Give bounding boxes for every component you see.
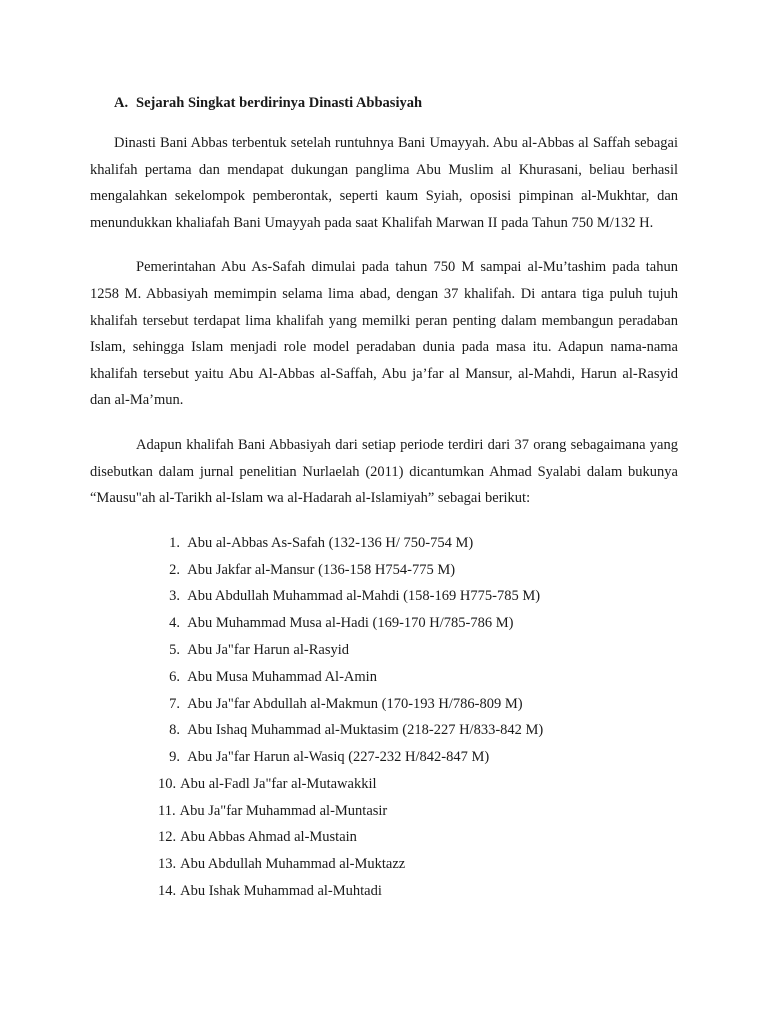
list-number: 1.	[169, 534, 180, 551]
list-number: 3.	[169, 588, 180, 605]
list-item	[158, 691, 678, 718]
paragraph-2: Pemerintahan Abu As-Safah dimulai pada tahun 750 M sampai al-Mu’tashim pada tahun 1258 M. Abbasiyah memimpin selama lima abad, dengan 37 khalifah. Di antara tiga puluh tujuh khalifah tersebut terdapat lima khalifah yang memilki peran penting dalam membangun peradaban Islam, sehingga Islam menjadi role model peradaban dunia pada masa itu. Adapun nama-nama khalifah tersebut yaitu Abu Al-Abbas al-Saffah, Abu ja’far al Mansur, al-Mahdi, Harun al-Rasyid dan al-Ma’mun.	[90, 259, 678, 409]
list-number: 7.	[169, 695, 180, 712]
list-number: 6.	[169, 668, 180, 685]
section-title: Sejarah Singkat berdirinya Dinasti Abbasiyah	[136, 95, 423, 111]
list-number: 2.	[169, 561, 180, 578]
list-text: Abu Abdullah Muhammad al-Muktazz	[180, 856, 406, 873]
list-item	[158, 798, 678, 825]
list-number: 11.	[158, 802, 176, 819]
list-item	[158, 637, 678, 664]
list-item	[158, 824, 678, 851]
list-item	[158, 557, 678, 584]
list-text: Abu al-Fadl Ja"far al-Mutawakkil	[180, 775, 377, 792]
list-text: Abu Ja"far Harun al-Wasiq (227-232 H/842-847 M)	[187, 749, 490, 766]
list-number: 14.	[158, 883, 177, 900]
list-number: 10.	[158, 775, 177, 792]
list-item	[158, 583, 678, 610]
section-letter: A.	[114, 95, 129, 111]
list-text: Abu Abbas Ahmad al-Mustain	[180, 829, 357, 846]
list-text: Abu Ishaq Muhammad al-Muktasim (218-227 H/833-842 M)	[187, 722, 544, 739]
list-number: 9.	[169, 749, 180, 766]
list-number: 8.	[169, 722, 180, 739]
list-text: Abu Musa Muhammad Al-Amin	[187, 668, 377, 685]
list-item	[158, 610, 678, 637]
list-text: Abu al-Abbas As-Safah (132-136 H/ 750-754 M)	[187, 534, 474, 551]
list-number: 12.	[158, 829, 177, 846]
list-number: 4.	[169, 615, 180, 632]
list-item	[158, 744, 678, 771]
paragraph-3: Adapun khalifah Bani Abbasiyah dari setiap periode terdiri dari 37 orang sebagaimana yang disebutkan dalam jurnal penelitian Nurlaelah (2011) dicantumkan Ahmad Syalabi dalam bukunya “Mausu"ah al-Tarikh al-Islam wa al-Hadarah al-Islamiyah” sebagai berikut:	[90, 436, 678, 507]
paragraph-1: Dinasti Bani Abbas terbentuk setelah runtuhnya Bani Umayyah. Abu al-Abbas al Saffah sebagai khalifah pertama dan mendapat dukungan panglima Abu Muslim al Khurasani, beliau berhasil mengalahkan sekelompok pemberontak, seperti kaum Syiah, oposisi pimpinan al-Mukhtar, dan menundukkan khaliafah Bani Umayyah pada saat Khalifah Marwan II pada Tahun 750 M/132 H.	[90, 135, 678, 231]
list-text: Abu Abdullah Muhammad al-Mahdi (158-169 H775-785 M)	[187, 588, 541, 605]
list-text: Abu Ishak Muhammad al-Muhtadi	[180, 883, 382, 900]
list-text: Abu Ja"far Muhammad al-Muntasir	[179, 802, 388, 819]
list-item	[158, 771, 678, 798]
list-item	[158, 851, 678, 878]
list-number: 5.	[169, 641, 180, 658]
section-heading	[114, 92, 678, 114]
list-text: Abu Ja"far Harun al-Rasyid	[187, 641, 349, 658]
list-item	[158, 530, 678, 557]
list-item	[158, 664, 678, 691]
list-item	[158, 717, 678, 744]
list-item	[158, 878, 678, 905]
list-text: Abu Jakfar al-Mansur (136-158 H754-775 M)	[187, 561, 456, 578]
list-number: 13.	[158, 856, 177, 873]
caliph-list	[90, 530, 678, 905]
list-text: Abu Muhammad Musa al-Hadi (169-170 H/785-786 M)	[187, 615, 514, 632]
list-text: Abu Ja"far Abdullah al-Makmun (170-193 H/786-809 M)	[187, 695, 523, 712]
